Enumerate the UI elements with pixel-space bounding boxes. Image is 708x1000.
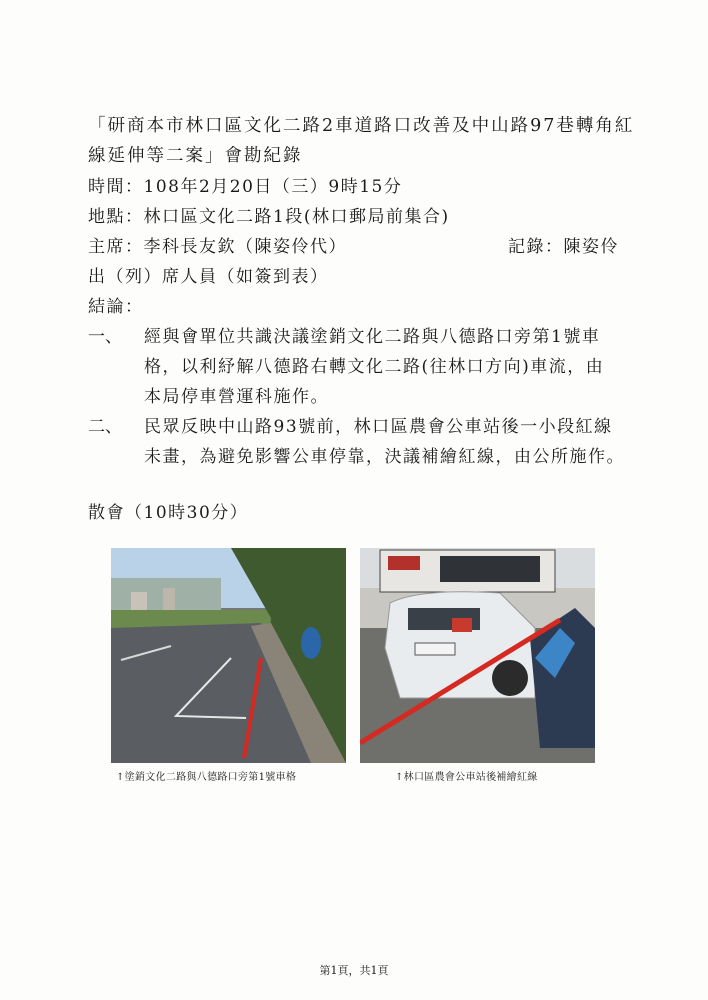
meeting-time: 時間：108年2月20日（三）9時15分 bbox=[88, 177, 403, 197]
title-line-2: 線延伸等二案」會勘紀錄 bbox=[88, 146, 303, 166]
conclusion-label: 結論： bbox=[88, 297, 144, 317]
adjourn-time: 散會（10時30分） bbox=[88, 503, 249, 523]
item-number: 二、 bbox=[88, 417, 122, 437]
item-text-line: 本局停車營運科施作。 bbox=[144, 387, 329, 407]
item-text-line: 未畫，為避免影響公車停靠，決議補繪紅線，由公所施作。 bbox=[144, 447, 625, 467]
meeting-place: 地點：林口區文化二路1段(林口郵局前集合) bbox=[88, 207, 450, 227]
title-line-1: 「研商本市林口區文化二路2車道路口改善及中山路97巷轉角紅 bbox=[88, 116, 635, 136]
page-number-footer: 第1頁，共1頁 bbox=[319, 964, 389, 977]
attendees: 出（列）席人員（如簽到表） bbox=[88, 267, 329, 287]
photo-parking-bay-removed bbox=[111, 548, 346, 763]
meeting-chair: 主席：李科長友欽（陳姿伶代） bbox=[88, 237, 347, 257]
item-number: 一、 bbox=[88, 327, 122, 347]
photo-caption-2: ↑林口區農會公車站後補繪紅線 bbox=[395, 772, 538, 783]
photo-red-line-added bbox=[360, 548, 595, 763]
meeting-recorder: 記錄：陳姿伶 bbox=[508, 237, 619, 257]
busstop-photo-illustration bbox=[360, 548, 595, 763]
item-text-line: 經與會單位共識決議塗銷文化二路與八德路口旁第1號車 bbox=[144, 327, 601, 347]
photo-caption-1: ↑塗銷文化二路與八德路口旁第1號車格 bbox=[116, 772, 297, 783]
road-photo-illustration bbox=[111, 548, 346, 763]
item-text-line: 格，以利紓解八德路右轉文化二路(往林口方向)車流，由 bbox=[144, 357, 605, 377]
item-text-line: 民眾反映中山路93號前，林口區農會公車站後一小段紅線 bbox=[144, 417, 613, 437]
